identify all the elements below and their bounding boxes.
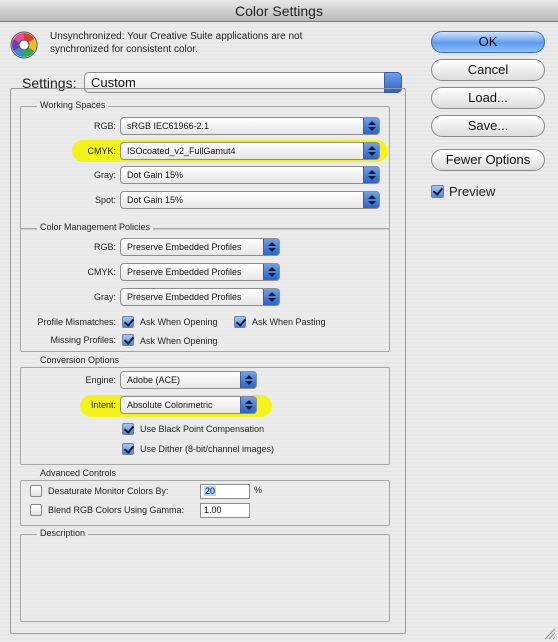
ws-gray-label: Gray: — [93, 170, 116, 180]
select-arrows-icon — [263, 263, 280, 281]
ws-cmyk-label: CMYK: — [87, 146, 116, 156]
ask-pasting-checkbox[interactable] — [234, 316, 246, 328]
description-title: Description — [37, 528, 88, 538]
policies-title: Color Management Policies — [37, 222, 153, 232]
ws-rgb-label: RGB: — [93, 121, 116, 131]
ws-cmyk-select[interactable] — [120, 142, 380, 160]
dither-checkbox[interactable] — [122, 443, 134, 455]
black-point-checkbox[interactable] — [122, 423, 134, 435]
ask-opening-label: Ask When Opening — [140, 317, 218, 327]
select-arrows-icon — [363, 166, 380, 184]
missing-profiles-label: Missing Profiles: — [50, 335, 116, 345]
settings-label: Settings: — [22, 75, 77, 91]
select-arrows-icon — [363, 191, 380, 209]
load-button[interactable]: Load... — [431, 87, 545, 109]
select-arrows-icon — [363, 142, 380, 160]
blend-gamma-label: Blend RGB Colors Using Gamma: — [48, 505, 185, 515]
ws-gray-select[interactable] — [120, 166, 380, 184]
window-title: Color Settings — [0, 0, 558, 22]
select-arrows-icon — [240, 371, 257, 389]
engine-value: Adobe (ACE) — [127, 375, 181, 385]
sync-status-line2: synchronized for consistent color. — [50, 44, 198, 55]
desaturate-field[interactable] — [200, 484, 250, 499]
desaturate-label: Desaturate Monitor Colors By: — [48, 486, 169, 496]
advanced-title: Advanced Controls — [37, 468, 119, 478]
color-wheel-icon — [10, 31, 38, 59]
select-arrows-icon — [263, 238, 280, 256]
engine-select[interactable] — [120, 371, 257, 389]
ws-spot-label: Spot: — [94, 195, 116, 205]
settings-select-value: Custom — [91, 75, 136, 90]
policy-cmyk-label: CMYK: — [87, 267, 116, 277]
select-arrows-icon — [363, 117, 380, 135]
conversion-title: Conversion Options — [37, 355, 122, 365]
desaturate-checkbox[interactable] — [30, 485, 42, 497]
description-group — [20, 534, 390, 622]
desaturate-unit: % — [254, 485, 263, 495]
intent-label: Intent: — [90, 400, 116, 410]
ws-rgb-value: sRGB IEC61966-2.1 — [127, 121, 210, 131]
blend-gamma-field[interactable] — [200, 503, 250, 518]
select-arrows-icon — [263, 288, 280, 306]
policy-rgb-label: RGB: — [93, 242, 116, 252]
blend-gamma-checkbox[interactable] — [30, 504, 42, 516]
black-point-label: Use Black Point Compensation — [140, 424, 265, 434]
intent-value: Absolute Colorimetric — [127, 400, 213, 410]
ask-pasting-label: Ask When Pasting — [252, 317, 326, 327]
missing-ask-opening-label: Ask When Opening — [140, 336, 218, 346]
policy-cmyk-select[interactable] — [120, 263, 280, 281]
color-settings-dialog — [0, 22, 558, 642]
desaturate-value: 20 — [205, 486, 216, 496]
ws-rgb-select[interactable] — [120, 117, 380, 135]
cancel-button[interactable]: Cancel — [431, 59, 545, 81]
ws-cmyk-value: ISOcoated_v2_FullGamut4 — [127, 146, 236, 156]
sync-status-line1: Unsynchronized: Your Creative Suite applications are not — [50, 31, 303, 42]
ws-gray-value: Dot Gain 15% — [127, 170, 184, 180]
ok-button[interactable]: OK — [431, 31, 545, 53]
policy-gray-value: Preserve Embedded Profiles — [127, 292, 242, 302]
blend-gamma-value: 1.00 — [204, 505, 222, 515]
working-spaces-title: Working Spaces — [37, 100, 108, 110]
preview-label: Preview — [449, 184, 496, 199]
select-arrows-icon — [240, 396, 257, 414]
policy-gray-label: Gray: — [93, 292, 116, 302]
profile-mismatches-label: Profile Mismatches: — [37, 317, 116, 327]
policy-cmyk-value: Preserve Embedded Profiles — [127, 267, 242, 277]
policy-rgb-value: Preserve Embedded Profiles — [127, 242, 242, 252]
dither-label: Use Dither (8-bit/channel images) — [140, 444, 275, 454]
engine-label: Engine: — [85, 375, 116, 385]
ask-opening-checkbox[interactable] — [122, 316, 134, 328]
ws-spot-select[interactable] — [120, 191, 380, 209]
ws-spot-value: Dot Gain 15% — [127, 195, 184, 205]
missing-ask-opening-checkbox[interactable] — [122, 334, 134, 346]
intent-select[interactable] — [120, 396, 257, 414]
preview-checkbox[interactable] — [431, 185, 444, 198]
resize-grip-icon[interactable] — [542, 626, 556, 640]
fewer-options-button[interactable]: Fewer Options — [431, 149, 545, 171]
save-button[interactable]: Save... — [431, 115, 545, 137]
policy-rgb-select[interactable] — [120, 238, 280, 256]
policy-gray-select[interactable] — [120, 288, 280, 306]
